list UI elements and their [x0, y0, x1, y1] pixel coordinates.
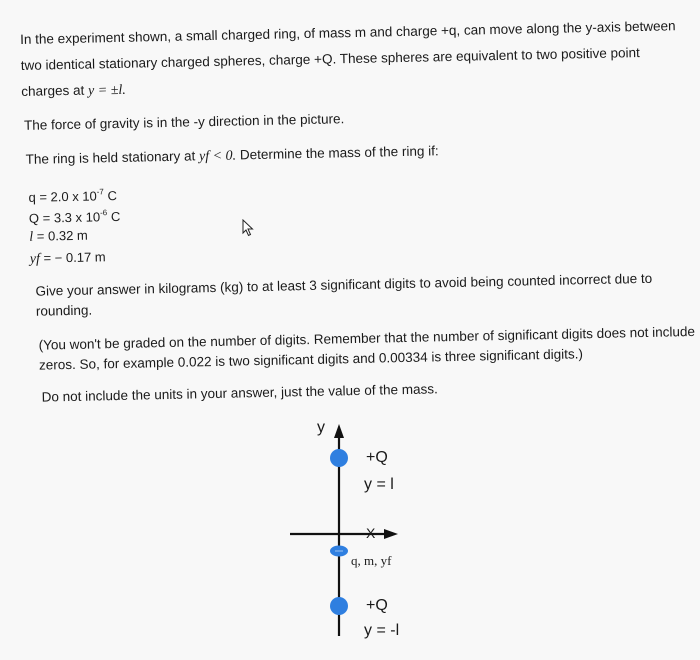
intro-line-3-prefix: charges at — [21, 82, 85, 99]
given-Q-prefix: Q = 3.3 x 10 — [28, 209, 101, 226]
given-yf-value: = − 0.17 m — [43, 249, 106, 266]
bottom-position-label: y = -l — [364, 622, 400, 639]
bottom-charge-sphere — [330, 597, 348, 615]
top-position-label: y = l — [364, 476, 394, 493]
given-q-unit: C — [103, 188, 118, 204]
held-math: yf < 0. — [198, 148, 237, 165]
grading-note-line-2: zeros. So, for example 0.022 is two significant digits and 0.00334 is three significant digits.) — [38, 346, 584, 373]
ring-label: q, m, yf — [351, 553, 392, 568]
y-axis-label: y — [317, 419, 325, 436]
top-charge-label: +Q — [366, 449, 388, 466]
given-q-prefix: q = 2.0 x 10 — [28, 188, 97, 205]
given-l-symbol: l — [29, 229, 34, 245]
given-yf-symbol: yf — [29, 251, 41, 267]
grading-note-line-1: (You won't be graded on the number of digits. Remember that the number of significant digits does not include — [38, 323, 696, 353]
intro-line-3-math: y = ±l. — [87, 82, 126, 99]
answer-instruction-line-2: rounding. — [35, 302, 93, 319]
given-Q-unit: C — [107, 208, 121, 225]
gravity-sentence: The force of gravity is in the -y direction in the picture. — [23, 111, 345, 133]
intro-line-2: two identical stationary charged spheres, charge +Q. These spheres are equivalent to two positive point — [20, 45, 640, 73]
x-axis-arrow-icon — [384, 529, 398, 539]
given-Q-exponent: -6 — [99, 208, 108, 218]
given-q-exponent: -7 — [96, 187, 104, 197]
y-axis-arrow-icon — [334, 424, 344, 438]
held-prefix: The ring is held stationary at — [25, 148, 196, 167]
top-charge-sphere — [330, 449, 348, 467]
given-l-value: = 0.32 m — [36, 227, 88, 244]
units-note: Do not include the units in your answer, just the value of the mass. — [41, 381, 438, 405]
x-axis-label: X — [366, 525, 376, 541]
intro-line-1: In the experiment shown, a small charged ring, of mass m and charge +q, can move along the y-axis between — [20, 18, 676, 47]
held-suffix: Determine the mass of the ring if: — [239, 143, 439, 163]
bottom-charge-label: +Q — [366, 597, 388, 614]
answer-instruction-line-1: Give your answer in kilograms (kg) to at least 3 significant digits to avoid being counted incorrect due to — [35, 270, 653, 299]
